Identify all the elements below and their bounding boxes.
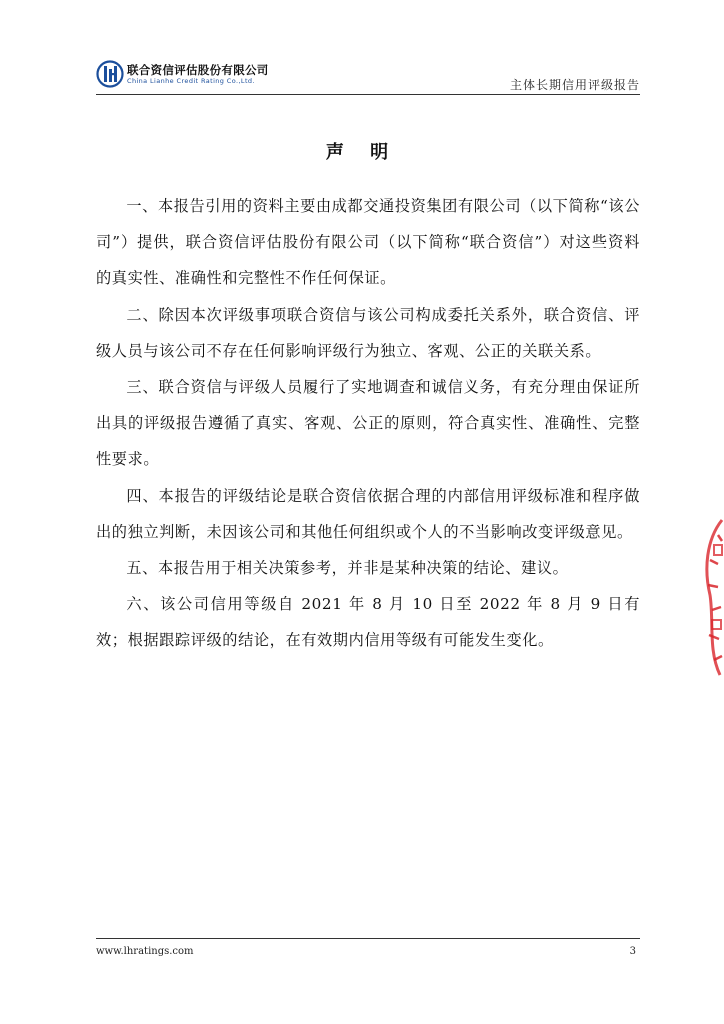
statement-body	[96, 188, 640, 659]
logo-company-name-en: China Lianhe Credit Rating Co.,Ltd.	[127, 77, 255, 85]
logo-company-name: 联合资信评估股份有限公司	[127, 63, 269, 77]
statement-paragraph-4: 四、本报告的评级结论是联合资信依据合理的内部信用评级标准和程序做出的独立判断，未因该公司和其他任何组织或个人的不当影响改变评级意见。	[96, 486, 640, 541]
statement-paragraph-5: 五、本报告用于相关决策参考，并非是某种决策的结论、建议。	[126, 559, 569, 578]
footer-website: www.lhratings.com	[96, 946, 194, 957]
report-type-label: 主体长期信用评级报告	[509, 78, 640, 92]
statement-paragraph-3: 三、联合资信与评级人员履行了实地调查和诚信义务，有充分理由保证所出具的评级报告遵循了真实、客观、公正的原则，符合真实性、准确性、完整性要求。	[96, 378, 640, 469]
footer-divider	[96, 938, 640, 939]
company-logo	[96, 60, 296, 90]
page-header	[96, 56, 640, 96]
header-divider	[96, 94, 640, 95]
statement-paragraph-2: 二、除因本次评级事项联合资信与该公司构成委托关系外，联合资信、评级人员与该公司不存在任何影响评级行为独立、客观、公正的关联关系。	[96, 305, 640, 360]
page-number: 3	[629, 946, 636, 957]
statement-paragraph-1: 一、本报告引用的资料主要由成都交通投资集团有限公司（以下简称“该公司”）提供，联合资信评估股份有限公司（以下简称“联合资信”）对这些资料的真实性、准确性和完整性不作任何保证。	[96, 197, 640, 288]
statement-paragraph-6: 六、该公司信用等级自 2021 年 8 月 10 日至 2022 年 8 月 9 日有效；根据跟踪评级的结论，在有效期内信用等级有可能发生变化。	[96, 595, 640, 650]
lianhe-logo-icon	[96, 60, 124, 88]
page-title: 声 明	[325, 142, 399, 163]
seal-stamp-icon	[700, 500, 724, 690]
